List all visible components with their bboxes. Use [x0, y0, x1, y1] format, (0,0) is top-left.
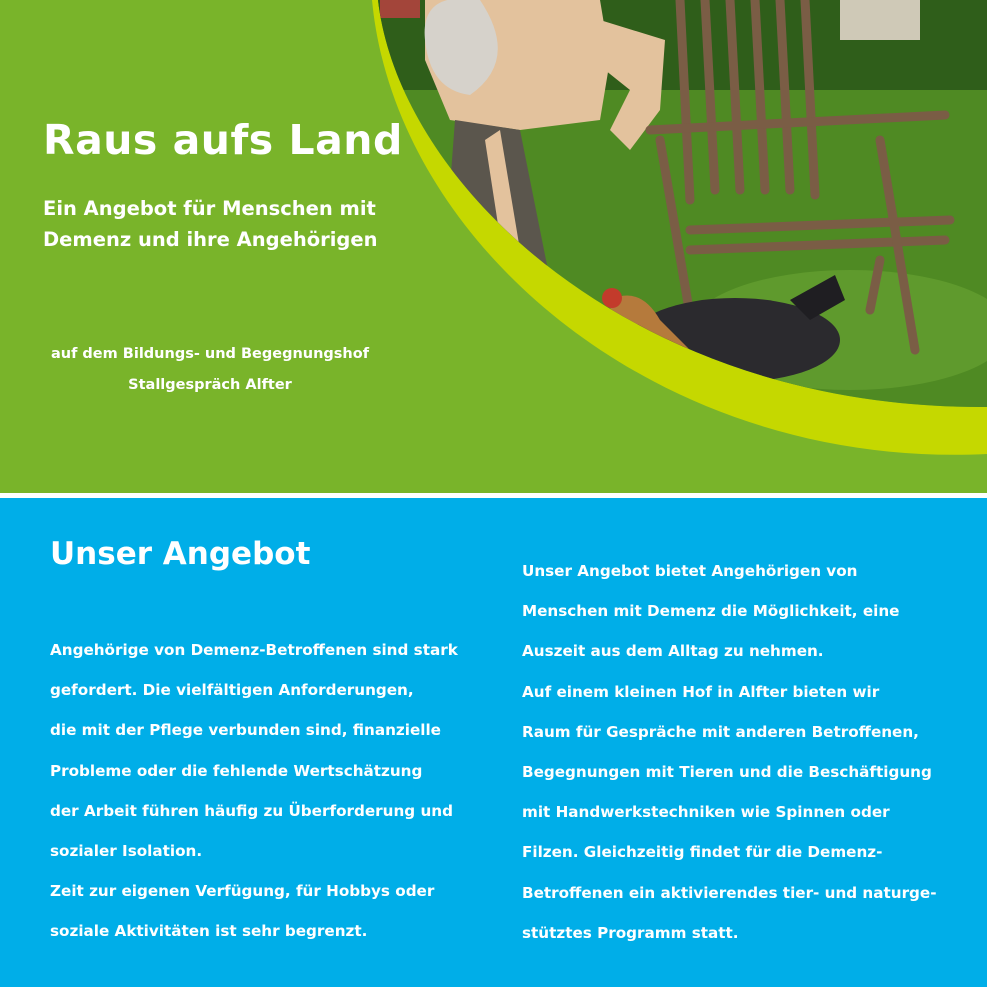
hero-location-line: auf dem Bildungs- und Begegnungshof: [50, 346, 370, 362]
paragraph-line: mit Handwerkstechniken wie Spinnen oder: [522, 803, 890, 822]
hero-location-line: Stallgespräch Alfter: [128, 377, 292, 393]
left-text-column: [50, 630, 458, 952]
paragraph-line: Betroffenen ein aktivierendes tier- und naturge-: [522, 883, 937, 902]
hero-subtitle-line: Demenz und ihre Angehörigen: [43, 228, 378, 251]
paragraph-line: Raum für Gespräche mit anderen Betroffenen,: [522, 722, 919, 741]
paragraph-line: sozialer Isolation.: [50, 842, 203, 861]
paragraph-line: Auf einem kleinen Hof in Alfter bieten wir: [522, 682, 880, 701]
paragraph-line: gefordert. Die vielfältigen Anforderungen,: [50, 681, 414, 700]
offer-section: [0, 498, 987, 987]
paragraph-line: Unser Angebot bietet Angehörigen von: [522, 562, 858, 580]
paragraph-line: Menschen mit Demenz die Möglichkeit, eine: [522, 602, 900, 621]
paragraph-line: Filzen. Gleichzeitig findet für die Demenz-: [522, 843, 883, 862]
paragraph-line: Angehörige von Demenz-Betroffenen sind stark: [50, 641, 458, 659]
hero-location: [20, 339, 400, 401]
section-title: Unser Angebot: [50, 536, 311, 572]
hero-banner: [0, 0, 987, 493]
hero-subtitle: [43, 193, 403, 255]
paragraph-line: Probleme oder die fehlende Wertschätzung: [50, 761, 423, 780]
paragraph-line: die mit der Pflege verbunden sind, finanzielle: [50, 721, 441, 740]
hero-title: Raus aufs Land: [43, 116, 403, 164]
right-text-column: [522, 551, 937, 953]
paragraph-line: soziale Aktivitäten ist sehr begrenzt.: [50, 922, 368, 941]
paragraph-line: der Arbeit führen häufig zu Überforderung und: [50, 801, 453, 820]
paragraph-line: stütztes Programm statt.: [522, 923, 739, 942]
paragraph-line: Begegnungen mit Tieren und die Beschäftigung: [522, 763, 932, 782]
paragraph-line: Auszeit aus dem Alltag zu nehmen.: [522, 642, 824, 661]
hero-subtitle-line: Ein Angebot für Menschen mit: [43, 197, 376, 220]
paragraph-line: Zeit zur eigenen Verfügung, für Hobbys oder: [50, 882, 435, 901]
